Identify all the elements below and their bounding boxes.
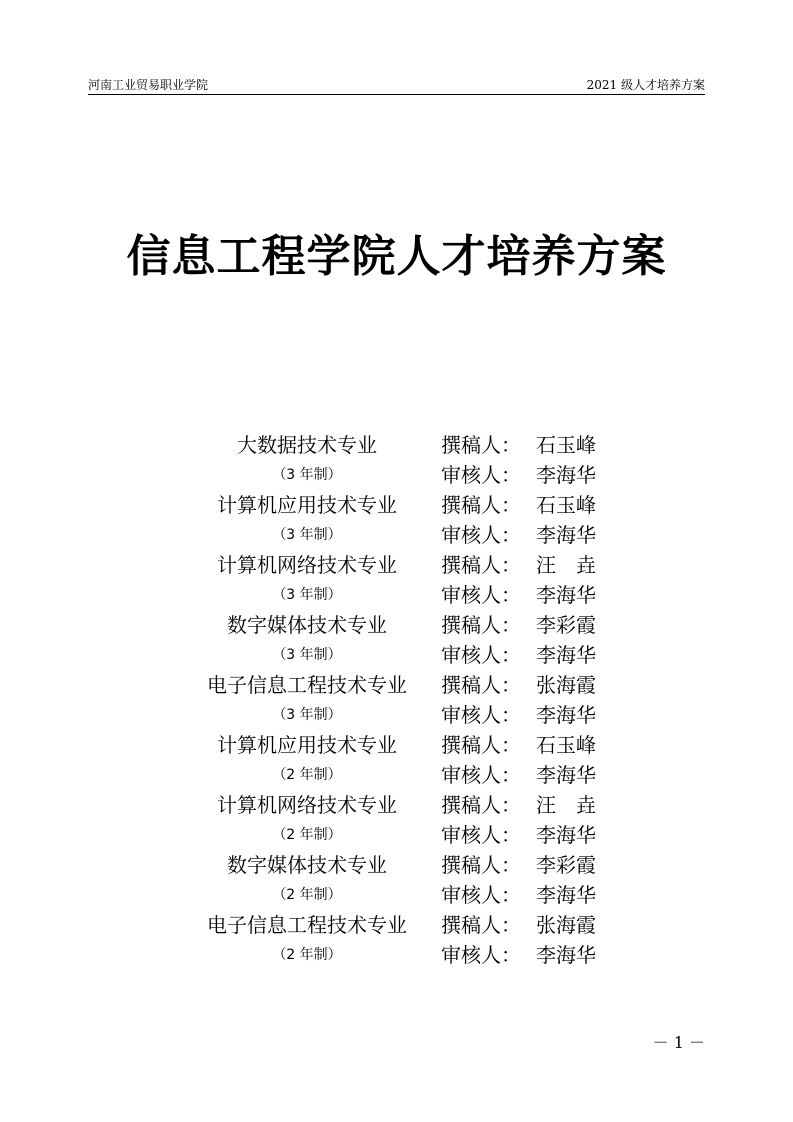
reviewer-name: 李海华 (536, 883, 596, 907)
header-divider (88, 94, 705, 95)
reviewer-label: 审核人： (441, 463, 521, 487)
entry-reviewer-row (0, 820, 793, 850)
reviewer-label: 审核人： (441, 823, 521, 847)
author-label: 撰稿人： (441, 793, 521, 817)
author-name: 石玉峰 (536, 733, 596, 757)
program-duration: （3 年制） (272, 587, 342, 603)
reviewer-name: 李海华 (536, 943, 596, 967)
reviewer-label: 审核人： (441, 523, 521, 547)
author-name: 李彩霞 (536, 853, 596, 877)
major-name: 数字媒体技术专业 (227, 853, 387, 877)
entry-author-row (0, 550, 793, 580)
author-name: 李彩霞 (536, 613, 596, 637)
program-duration: （3 年制） (272, 647, 342, 663)
reviewer-name: 李海华 (536, 523, 596, 547)
author-label: 撰稿人： (441, 913, 521, 937)
program-duration: （2 年制） (272, 767, 342, 783)
reviewer-label: 审核人： (441, 763, 521, 787)
entry-author-row (0, 910, 793, 940)
author-name: 张海霞 (536, 913, 596, 937)
author-label: 撰稿人： (441, 673, 521, 697)
author-name: 汪 垚 (536, 553, 596, 577)
reviewer-name: 李海华 (536, 823, 596, 847)
author-label: 撰稿人： (441, 613, 521, 637)
page-number: － 1 － (652, 1033, 705, 1052)
program-duration: （3 年制） (272, 467, 342, 483)
author-label: 撰稿人： (441, 853, 521, 877)
reviewer-name: 李海华 (536, 643, 596, 667)
major-name: 计算机应用技术专业 (217, 493, 397, 517)
reviewer-label: 审核人： (441, 643, 521, 667)
reviewer-label: 审核人： (441, 883, 521, 907)
reviewer-name: 李海华 (536, 763, 596, 787)
author-label: 撰稿人： (441, 493, 521, 517)
author-name: 石玉峰 (536, 433, 596, 457)
major-name: 电子信息工程技术专业 (207, 673, 407, 697)
entry-reviewer-row (0, 700, 793, 730)
program-duration: （2 年制） (272, 827, 342, 843)
entry-author-row (0, 790, 793, 820)
major-name: 计算机应用技术专业 (217, 733, 397, 757)
reviewer-name: 李海华 (536, 583, 596, 607)
entry-author-row (0, 670, 793, 700)
program-duration: （3 年制） (272, 707, 342, 723)
page-header (88, 76, 705, 94)
major-name: 计算机网络技术专业 (217, 793, 397, 817)
reviewer-name: 李海华 (536, 463, 596, 487)
entry-reviewer-row (0, 640, 793, 670)
reviewer-label: 审核人： (441, 583, 521, 607)
major-name: 数字媒体技术专业 (227, 613, 387, 637)
entry-reviewer-row (0, 460, 793, 490)
major-name: 计算机网络技术专业 (217, 553, 397, 577)
program-duration: （3 年制） (272, 527, 342, 543)
entry-author-row (0, 490, 793, 520)
program-entry-list (0, 430, 793, 970)
entry-author-row (0, 730, 793, 760)
author-name: 石玉峰 (536, 493, 596, 517)
program-duration: （2 年制） (272, 887, 342, 903)
major-name: 大数据技术专业 (237, 433, 377, 457)
entry-author-row (0, 610, 793, 640)
reviewer-label: 审核人： (441, 943, 521, 967)
entry-reviewer-row (0, 940, 793, 970)
author-label: 撰稿人： (441, 733, 521, 757)
author-label: 撰稿人： (441, 433, 521, 457)
entry-reviewer-row (0, 580, 793, 610)
header-document-title: 2021 级人才培养方案 (586, 78, 705, 92)
reviewer-name: 李海华 (536, 703, 596, 727)
header-institution: 河南工业贸易职业学院 (88, 78, 209, 92)
program-duration: （2 年制） (272, 947, 342, 963)
entry-reviewer-row (0, 520, 793, 550)
entry-reviewer-row (0, 760, 793, 790)
author-name: 张海霞 (536, 673, 596, 697)
entry-author-row (0, 850, 793, 880)
entry-author-row (0, 430, 793, 460)
page-title: 信息工程学院人才培养方案 (126, 231, 667, 282)
entry-reviewer-row (0, 880, 793, 910)
author-name: 汪 垚 (536, 793, 596, 817)
reviewer-label: 审核人： (441, 703, 521, 727)
author-label: 撰稿人： (441, 553, 521, 577)
major-name: 电子信息工程技术专业 (207, 913, 407, 937)
